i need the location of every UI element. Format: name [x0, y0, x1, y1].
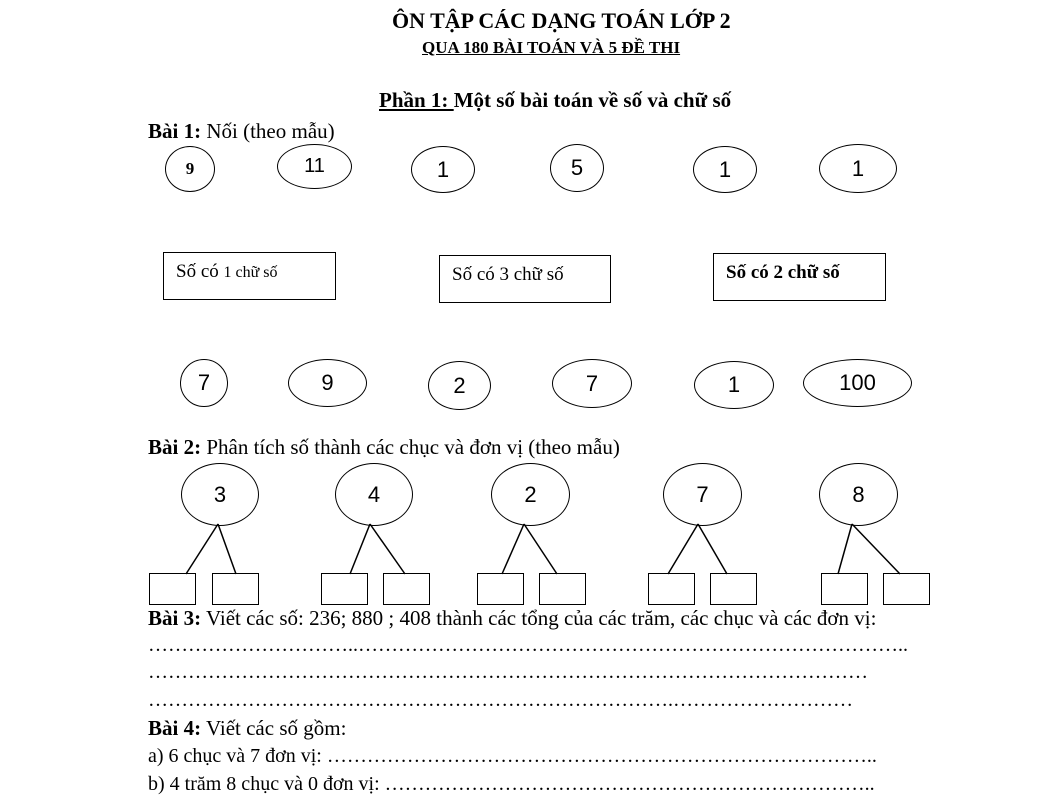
bottom-oval-5[interactable]: 1 — [694, 361, 774, 409]
units-box-4[interactable] — [710, 573, 757, 605]
exercise-4-text: Viết các số gồm: — [201, 716, 347, 740]
exercise-1-label: Bài 1: — [148, 119, 202, 143]
units-box-2[interactable] — [383, 573, 430, 605]
top-oval-2[interactable]: 11 — [277, 144, 352, 189]
top-oval-1[interactable]: 9 — [165, 146, 215, 192]
bottom-oval-4[interactable]: 7 — [552, 359, 632, 408]
analysis-circle-3: 2 — [491, 463, 570, 526]
category-box-3-label: Số có 2 chữ số — [726, 262, 840, 283]
exercise-4a[interactable]: a) 6 chục và 7 đơn vị: ……………………………………………………………………….. — [148, 745, 877, 767]
answer-line-3[interactable]: …………………………………………………………………….……………………… — [148, 689, 853, 711]
category-box-2-label: Số có 3 chữ số — [452, 264, 564, 285]
category-box-1-suffix: chữ số — [231, 264, 278, 281]
category-box-1-digit: 1 — [223, 264, 232, 281]
part-title: Một số bài toán về số và chữ số — [453, 88, 732, 112]
part-label: Phần 1: — [379, 88, 454, 112]
exercise-4-heading — [148, 716, 346, 741]
exercise-3-label: Bài 3: — [148, 606, 202, 630]
units-box-1[interactable] — [212, 573, 259, 605]
units-box-3[interactable] — [539, 573, 586, 605]
category-box-1-prefix: Số có — [176, 261, 224, 282]
units-box-5[interactable] — [883, 573, 930, 605]
exercise-1-text: Nối (theo mẫu) — [201, 119, 335, 143]
exercise-2-text: Phân tích số thành các chục và đơn vị (theo mẫu) — [201, 435, 620, 459]
tens-box-2[interactable] — [321, 573, 368, 605]
analysis-circle-1: 3 — [181, 463, 259, 526]
exercise-2-label: Bài 2: — [148, 435, 202, 459]
document-subtitle: QUA 180 BÀI TOÁN VÀ 5 ĐỀ THI — [422, 38, 681, 57]
analysis-circle-2: 4 — [335, 463, 413, 526]
exercise-4-label: Bài 4: — [148, 716, 202, 740]
bottom-oval-1[interactable]: 7 — [180, 359, 228, 407]
bottom-oval-2[interactable]: 9 — [288, 359, 367, 407]
document-title: ÔN TẬP CÁC DẠNG TOÁN LỚP 2 — [392, 8, 731, 33]
top-oval-4[interactable]: 5 — [550, 144, 604, 192]
tens-box-5[interactable] — [821, 573, 868, 605]
top-oval-3[interactable]: 1 — [411, 146, 475, 193]
exercise-3-text: Viết các số: 236; 880 ; 408 thành các tổng của các trăm, các chục và các đơn vị: — [201, 606, 877, 630]
analysis-circle-5: 8 — [819, 463, 898, 526]
tens-box-1[interactable] — [149, 573, 196, 605]
analysis-circle-4: 7 — [663, 463, 742, 526]
answer-line-1[interactable]: …………………………..……………………………………………………………………….. — [148, 634, 908, 656]
top-oval-6[interactable]: 1 — [819, 144, 897, 193]
tens-box-4[interactable] — [648, 573, 695, 605]
bottom-oval-3[interactable]: 2 — [428, 361, 491, 410]
exercise-4b[interactable]: b) 4 trăm 8 chục và 0 đơn vị: ……………………………………………………………….. — [148, 773, 875, 795]
answer-line-2[interactable]: ……………………………………………………………………………………………… — [148, 661, 868, 683]
tens-box-3[interactable] — [477, 573, 524, 605]
top-oval-5[interactable]: 1 — [693, 146, 757, 193]
bottom-oval-6[interactable]: 100 — [803, 359, 912, 407]
exercise-3-heading — [148, 606, 876, 631]
